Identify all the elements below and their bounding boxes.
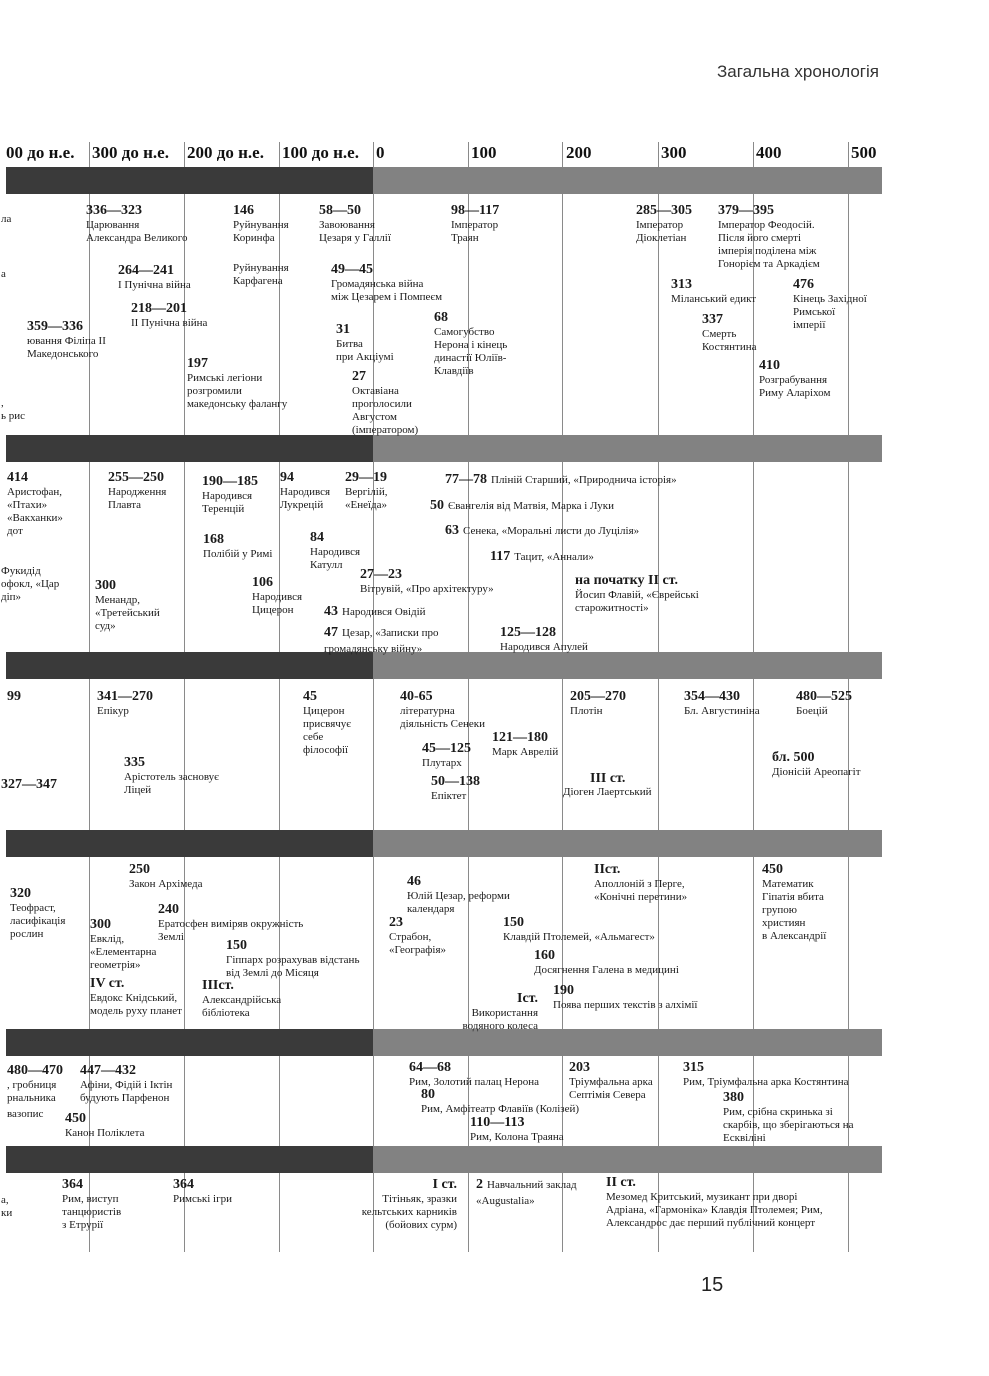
timeline-event — [202, 474, 258, 516]
event-year: 29—19 — [345, 470, 387, 485]
timeline-event — [470, 1115, 564, 1144]
event-text: Марк Аврелій — [492, 746, 559, 758]
event-text: Народився Овідій — [342, 606, 426, 618]
running-title: Загальна хронологія — [717, 62, 879, 81]
band-bc-segment — [6, 1029, 373, 1056]
timeline-event — [570, 689, 626, 718]
event-text: Навчальний заклад «Augustalia» — [476, 1179, 577, 1207]
timeline-event — [636, 203, 692, 245]
event-text: ІІ Пунічна війна — [131, 317, 208, 329]
event-text: Рим, Тріумфальна арка Костянтина — [683, 1076, 849, 1088]
timeline-event — [173, 1177, 232, 1206]
timeline-event — [452, 991, 538, 1033]
event-text: Епіктет — [431, 790, 467, 802]
event-year: IV ст. — [90, 976, 125, 991]
timeline-event — [718, 203, 820, 271]
event-year: 337 — [702, 312, 723, 327]
event-year: 240 — [158, 902, 179, 917]
event-year: 364 — [173, 1177, 194, 1192]
event-text: Римські ігри — [173, 1193, 232, 1205]
event-year: 414 — [7, 470, 28, 485]
band-ad-segment — [373, 1029, 882, 1056]
section-band-5 — [6, 1146, 882, 1173]
grid-line-2 — [279, 142, 280, 1252]
timeline-event — [336, 322, 394, 364]
event-year: 150 — [226, 938, 247, 953]
event-year: 327—347 — [1, 777, 57, 792]
event-text: Міланський едикт — [671, 293, 757, 305]
timeline-event — [575, 573, 699, 615]
event-year: 2 — [476, 1177, 483, 1192]
timeline-event — [324, 625, 438, 656]
event-year: 364 — [62, 1177, 83, 1192]
event-year: 285—305 — [636, 203, 692, 218]
timeline-event — [445, 472, 677, 488]
column-header-7: 300 — [661, 143, 687, 162]
event-text: Математик Гіпатія вбита групою християн в Александрії — [762, 878, 827, 942]
timeline-event — [1, 777, 57, 793]
event-text: Клавдій Птолемей, «Альмагест» — [503, 931, 655, 943]
timeline-event — [400, 689, 485, 731]
event-year: 84 — [310, 530, 324, 545]
event-year: ІІст. — [594, 862, 621, 877]
event-year: 99 — [7, 689, 21, 704]
event-year: 250 — [129, 862, 150, 877]
event-text: Руйнування Карфагена — [233, 262, 289, 287]
timeline-event — [563, 786, 651, 799]
timeline-event — [86, 203, 188, 245]
event-text: Рим, Амфітеатр Флавіїв (Колізей) — [421, 1103, 580, 1115]
band-bc-segment — [6, 1146, 373, 1173]
timeline-event — [476, 1177, 577, 1208]
event-text: Цезар, «Записки про громадянську війну» — [324, 627, 439, 655]
event-text: Самогубство Нерона і кінець династії Юліїв- Клавдіїв — [434, 326, 508, 377]
timeline-event — [796, 689, 852, 718]
event-text: ювання Філіпа ІІ Македонського — [27, 335, 106, 360]
event-text: Народився Лукрецій — [280, 486, 331, 511]
timeline-event — [226, 938, 359, 980]
timeline-event — [62, 1177, 121, 1232]
event-year: І ст. — [432, 1177, 457, 1192]
timeline-event — [702, 312, 757, 354]
event-year: 49—45 — [331, 262, 373, 277]
event-text: Вергілій, «Енеїда» — [345, 486, 388, 511]
grid-line-6 — [658, 142, 659, 1252]
timeline-event — [569, 1060, 653, 1102]
event-year: 146 — [233, 203, 254, 218]
event-year: 255—250 — [108, 470, 164, 485]
event-year: 50 — [430, 498, 444, 513]
event-text: Тріумфальна арка Септімія Севера — [569, 1076, 653, 1101]
event-year: 450 — [65, 1111, 86, 1126]
event-text: Евклід, «Елементарна геометрія» — [90, 933, 157, 971]
timeline-event — [97, 689, 153, 718]
timeline-event — [324, 604, 426, 620]
event-year: 98—117 — [451, 203, 500, 218]
timeline-event — [252, 575, 302, 617]
column-header-9: 500 — [851, 143, 877, 162]
event-text: Тітіньяк, зразки кельтських карників (бойових сурм) — [361, 1193, 457, 1231]
timeline-event — [360, 567, 494, 596]
timeline-event — [27, 319, 106, 361]
section-band-1 — [6, 435, 882, 462]
event-text: Евдокс Кнідський, модель руху планет — [90, 992, 182, 1017]
event-text: Народження Плавта — [108, 486, 167, 511]
column-header-0: 00 до н.е. — [6, 143, 75, 162]
event-text: Народився Теренцій — [202, 490, 253, 515]
event-text: Менандр, «Третейський суд» — [95, 594, 160, 632]
event-text: Царювання Александра Великого — [86, 219, 188, 244]
timeline-event — [280, 470, 330, 512]
event-year: 313 — [671, 277, 692, 292]
event-year: 160 — [534, 948, 555, 963]
event-text: Руйнування Коринфа — [233, 219, 289, 244]
event-year: 450 — [762, 862, 783, 877]
timeline-event — [7, 1108, 43, 1121]
event-year: 197 — [187, 356, 208, 371]
event-text: Цицерон присвячує себе філософії — [303, 705, 352, 756]
event-year: бл. 500 — [772, 750, 815, 765]
event-year: ІІІст. — [202, 978, 234, 993]
event-text: Теофраст, ласифікація рослин — [10, 902, 66, 940]
event-text: Октавіана проголосили Августом (імператором) — [352, 385, 419, 436]
column-header-6: 200 — [566, 143, 592, 162]
timeline-event — [187, 356, 287, 411]
timeline-event — [683, 1060, 848, 1089]
column-header-2: 200 до н.е. — [187, 143, 264, 162]
event-text: Рим, виступ танцюристів з Етрурії — [62, 1193, 122, 1231]
page-number: 15 — [701, 1274, 724, 1296]
event-text: Кінець Західної Римської імперії — [793, 293, 867, 331]
timeline-event — [671, 277, 756, 306]
timeline-event — [118, 263, 191, 292]
event-year: 47 — [324, 625, 338, 640]
timeline-event — [124, 755, 219, 797]
timeline-event — [357, 1177, 457, 1232]
event-text: Юлій Цезар, реформи календаря — [407, 890, 510, 915]
timeline-event — [319, 203, 391, 245]
timeline-event — [762, 862, 826, 943]
event-year: 63 — [445, 523, 459, 538]
event-year: 46 — [407, 874, 421, 889]
timeline-event — [431, 774, 480, 803]
event-text: Імператор Траян — [451, 219, 499, 244]
timeline-event — [500, 625, 588, 654]
event-year: 27—23 — [360, 567, 402, 582]
band-bc-segment — [6, 435, 373, 462]
event-year: 205—270 — [570, 689, 626, 704]
band-ad-segment — [373, 652, 882, 679]
timeline-event — [131, 301, 207, 330]
event-text: Народився Цицерон — [252, 591, 303, 616]
timeline-event — [389, 915, 446, 957]
timeline-event — [233, 262, 289, 288]
event-year: Іст. — [517, 991, 538, 1006]
event-text: Аристофан, «Птахи» «Вакханки» дот — [7, 486, 63, 537]
event-text: Народився Катулл — [310, 546, 361, 571]
grid-line-3 — [373, 142, 374, 1252]
grid-line-5 — [562, 142, 563, 1252]
event-text: а, ки — [1, 1194, 13, 1219]
timeline-event — [1, 1194, 12, 1220]
timeline-event — [1, 213, 11, 226]
event-year: 218—201 — [131, 301, 187, 316]
event-year: 106 — [252, 575, 273, 590]
event-year: 410 — [759, 358, 780, 373]
event-text: Імператор Діоклетіан — [636, 219, 687, 244]
column-header-5: 100 — [471, 143, 497, 162]
timeline-event — [129, 862, 203, 891]
timeline-event — [594, 862, 687, 904]
timeline-event — [352, 369, 418, 437]
event-text: Громадянська війна між Цезарем і Помпеєм — [331, 278, 443, 303]
section-band-3 — [6, 830, 882, 857]
event-year: 58—50 — [319, 203, 361, 218]
event-year: 476 — [793, 277, 814, 292]
column-header-3: 100 до н.е. — [282, 143, 359, 162]
event-year: 150 — [503, 915, 524, 930]
event-text: , ь рис — [1, 397, 26, 422]
timeline-event — [1, 565, 59, 604]
timeline-event — [1, 268, 6, 281]
event-year: 68 — [434, 310, 448, 325]
timeline-event — [7, 1063, 63, 1105]
timeline-event — [772, 750, 861, 779]
timeline-event — [1, 397, 25, 423]
event-year: 264—241 — [118, 263, 174, 278]
event-text: Бл. Августиніна — [684, 705, 760, 717]
event-text: Сенека, «Моральні листи до Луцілія» — [463, 525, 640, 537]
event-year: 315 — [683, 1060, 704, 1075]
event-text: ла — [1, 213, 12, 225]
event-text: вазопис — [7, 1108, 44, 1120]
band-ad-segment — [373, 435, 882, 462]
event-year: ІІІ ст. — [590, 771, 626, 786]
band-bc-segment — [6, 830, 373, 857]
event-text: Рим, Колона Траяна — [470, 1131, 564, 1143]
event-year: 320 — [10, 886, 31, 901]
band-ad-segment — [373, 167, 882, 194]
event-text: Тацит, «Аннали» — [514, 551, 594, 563]
event-text: Арістотель засновує Ліцей — [124, 771, 219, 796]
event-text: Фукидід офокл, «Цар діп» — [1, 565, 60, 603]
event-text: Закон Архімеда — [129, 878, 203, 890]
event-year: 300 — [95, 578, 116, 593]
event-text: Битва при Акціумі — [336, 338, 394, 363]
event-year: 27 — [352, 369, 366, 384]
event-text: Діонісій Ареопагіт — [772, 766, 861, 778]
timeline-event — [445, 523, 639, 539]
timeline-event — [606, 1175, 823, 1230]
timeline-event — [434, 310, 507, 378]
event-year: 94 — [280, 470, 294, 485]
event-text: Завоювання Цезаря у Галлії — [319, 219, 391, 244]
event-text: Страбон, «Географія» — [389, 931, 447, 956]
event-text: Рим, Золотий палац Нерона — [409, 1076, 539, 1088]
section-band-0 — [6, 167, 882, 194]
timeline-event — [80, 1063, 172, 1105]
event-text: Канон Поліклета — [65, 1127, 145, 1139]
timeline-event — [409, 1060, 539, 1089]
column-header-1: 300 до н.е. — [92, 143, 169, 162]
event-year: 77—78 — [445, 472, 487, 487]
column-header-4: 0 — [376, 143, 385, 162]
timeline-event — [503, 915, 655, 944]
event-year: II ст. — [606, 1175, 636, 1190]
event-text: Афіни, Фідій і Іктін будують Парфенон — [80, 1079, 173, 1104]
event-text: Поява перших текстів з алхімії — [553, 999, 698, 1011]
event-year: 203 — [569, 1060, 590, 1075]
timeline-event — [90, 976, 182, 1018]
band-ad-segment — [373, 1146, 882, 1173]
event-year: 117 — [490, 549, 511, 564]
event-text: Йосип Флавій, «Єврейські старожитності» — [575, 589, 699, 614]
event-year: 125—128 — [500, 625, 556, 640]
event-text: Розграбування Риму Аларіхом — [759, 374, 831, 399]
timeline-event — [590, 771, 625, 787]
event-year: 23 — [389, 915, 403, 930]
timeline-event — [331, 262, 442, 304]
column-header-8: 400 — [756, 143, 782, 162]
timeline-event — [793, 277, 867, 332]
timeline-event — [95, 578, 160, 633]
event-year: 110—113 — [470, 1115, 525, 1130]
event-year: 190 — [553, 983, 574, 998]
event-text: Імператор Феодосій. Після його смерті імперія поділена між Гонорієм та Аркадієм — [718, 219, 820, 270]
event-text: Полібій у Римі — [203, 548, 273, 560]
event-year: 447—432 — [80, 1063, 136, 1078]
event-text: літературна діяльність Сенеки — [400, 705, 485, 730]
event-year: 380 — [723, 1090, 744, 1105]
timeline-event — [203, 532, 272, 561]
event-text: Плутарх — [422, 757, 462, 769]
event-year: 480—470 — [7, 1063, 63, 1078]
event-text: а — [1, 268, 6, 280]
event-text: Використання водяного колеса — [462, 1007, 538, 1032]
timeline-event — [233, 203, 289, 245]
event-text: Смерть Костянтина — [702, 328, 757, 353]
timeline-event — [7, 689, 21, 705]
event-year: 121—180 — [492, 730, 548, 745]
event-text: Боецій — [796, 705, 828, 717]
event-year: 40-65 — [400, 689, 433, 704]
event-text: Александрійська бібліотека — [202, 994, 282, 1019]
event-text: Досягнення Галена в медицині — [534, 964, 679, 976]
event-year: 64—68 — [409, 1060, 451, 1075]
timeline-event — [310, 530, 360, 572]
event-text: Пліній Старший, «Природнича історія» — [491, 474, 677, 486]
section-band-2 — [6, 652, 882, 679]
event-text: Плотін — [570, 705, 603, 717]
timeline-event — [345, 470, 387, 512]
event-text: Народився Апулей — [500, 641, 588, 653]
event-year: 45—125 — [422, 741, 471, 756]
event-text: Рим, срібна скринька зі скарбів, що зберігаються на Есквіліні — [723, 1106, 854, 1144]
timeline-event — [202, 978, 281, 1020]
event-text: Мезомед Критський, музикант при дворі Адріана, «Гармоніка» Клавдія Птолемея; Рим, Александрос дає перший публічний концерт — [606, 1191, 823, 1229]
event-year: 379—395 — [718, 203, 774, 218]
event-year: 45 — [303, 689, 317, 704]
event-year: 354—430 — [684, 689, 740, 704]
timeline-event — [553, 983, 698, 1012]
event-year: 300 — [90, 917, 111, 932]
event-text: Епікур — [97, 705, 129, 717]
section-band-4 — [6, 1029, 882, 1056]
event-text: Аполлоній з Перге, «Конічні перетини» — [594, 878, 688, 903]
timeline-event — [490, 549, 594, 565]
event-text: , гробниця рнальника — [7, 1079, 57, 1104]
event-text: Гіппарх розрахував відстань від Землі до Місяця — [226, 954, 360, 979]
event-text: І Пунічна війна — [118, 279, 191, 291]
timeline-event — [7, 470, 63, 538]
event-year: 80 — [421, 1087, 435, 1102]
event-text: Діоген Лаертський — [563, 786, 652, 798]
timeline-event — [422, 741, 471, 770]
event-year: 335 — [124, 755, 145, 770]
event-year: 341—270 — [97, 689, 153, 704]
timeline-event — [492, 730, 558, 759]
timeline-event — [723, 1090, 854, 1145]
timeline-event — [759, 358, 830, 400]
timeline-event — [684, 689, 760, 718]
timeline-event — [421, 1087, 579, 1116]
timeline-event — [90, 917, 156, 972]
timeline-event — [407, 874, 510, 916]
event-year: 359—336 — [27, 319, 83, 334]
event-year: 168 — [203, 532, 224, 547]
band-bc-segment — [6, 652, 373, 679]
band-ad-segment — [373, 830, 882, 857]
timeline-event — [65, 1111, 144, 1140]
event-year: 43 — [324, 604, 338, 619]
timeline-event — [108, 470, 166, 512]
event-year: 31 — [336, 322, 350, 337]
event-text: Євангелія від Матвія, Марка і Луки — [448, 500, 614, 512]
event-text: Вітрувій, «Про архітектуру» — [360, 583, 494, 595]
timeline-event — [303, 689, 351, 757]
event-text: Римські легіони розгромили македонську фалангу — [187, 372, 288, 410]
band-bc-segment — [6, 167, 373, 194]
event-text: Ератосфен виміряв окружність Землі — [158, 918, 304, 943]
event-year: 190—185 — [202, 474, 258, 489]
event-year: 50—138 — [431, 774, 480, 789]
event-year: 336—323 — [86, 203, 142, 218]
event-year: на початку ІІ ст. — [575, 573, 678, 588]
event-year: 480—525 — [796, 689, 852, 704]
timeline-event — [534, 948, 679, 977]
timeline-event — [10, 886, 65, 941]
timeline-event — [430, 498, 614, 514]
timeline-event — [451, 203, 499, 245]
